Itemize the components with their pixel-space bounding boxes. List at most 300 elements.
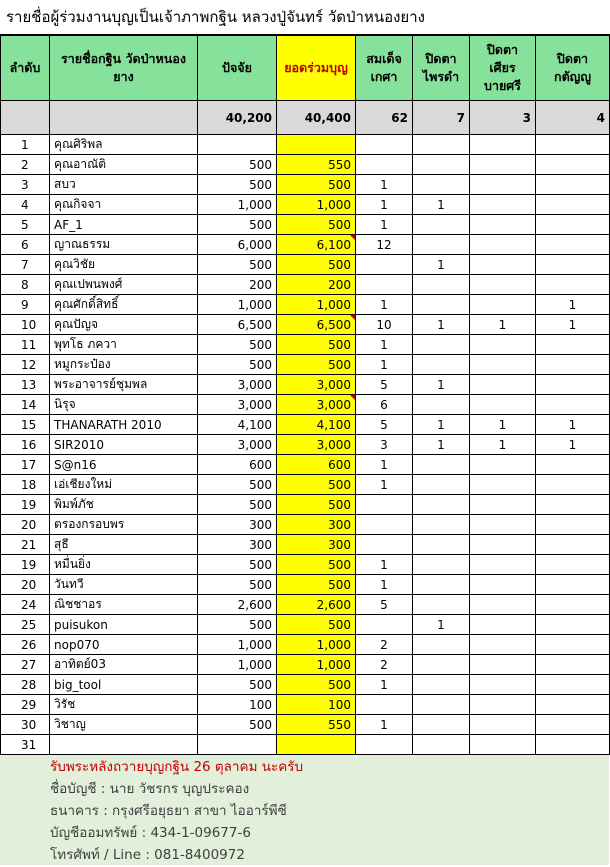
row-pidta-katanyu-cell[interactable] bbox=[536, 135, 610, 155]
table-row bbox=[1, 455, 610, 475]
row-pidta-phrai-cell[interactable] bbox=[413, 635, 470, 655]
row-name-cell[interactable]: วันทวี bbox=[50, 575, 198, 595]
row-pidta-phrai-cell[interactable] bbox=[413, 575, 470, 595]
row-index-cell[interactable]: 15 bbox=[1, 415, 50, 435]
row-somdet-cell[interactable]: 3 bbox=[356, 435, 413, 455]
row-pidta-sian-cell[interactable] bbox=[470, 535, 536, 555]
row-name-cell[interactable]: พระอาจารย์ชุมพล bbox=[50, 375, 198, 395]
row-total-cell[interactable] bbox=[277, 135, 356, 155]
row-index-cell[interactable]: 21 bbox=[1, 535, 50, 555]
row-paccai-cell[interactable] bbox=[198, 135, 277, 155]
row-name-cell[interactable]: คุณวิชัย bbox=[50, 255, 198, 275]
row-total-cell[interactable]: 550 bbox=[277, 715, 356, 735]
row-pidta-sian-cell[interactable] bbox=[470, 735, 536, 755]
row-name-cell[interactable]: สุธี bbox=[50, 535, 198, 555]
row-paccai-cell[interactable]: 300 bbox=[198, 515, 277, 535]
totals-pidta-sian[interactable]: 3 bbox=[470, 101, 536, 135]
row-name-cell[interactable]: พุทโธ ภควา bbox=[50, 335, 198, 355]
row-pidta-sian-cell[interactable] bbox=[470, 355, 536, 375]
row-index-cell[interactable]: 25 bbox=[1, 615, 50, 635]
row-somdet-cell[interactable] bbox=[356, 155, 413, 175]
row-paccai-cell[interactable]: 500 bbox=[198, 355, 277, 375]
row-name-cell[interactable]: คุณอาณัติ bbox=[50, 155, 198, 175]
row-paccai-cell[interactable]: 3,000 bbox=[198, 375, 277, 395]
row-paccai-cell[interactable]: 500 bbox=[198, 495, 277, 515]
row-pidta-phrai-cell[interactable]: 1 bbox=[413, 315, 470, 335]
row-total-cell[interactable]: 500 bbox=[277, 495, 356, 515]
row-pidta-phrai-cell[interactable] bbox=[413, 655, 470, 675]
table-row bbox=[1, 635, 610, 655]
footer-line-text: บัญชีออมทรัพย์ : 434-1-09677-6 bbox=[50, 825, 251, 841]
row-name-cell[interactable] bbox=[50, 735, 198, 755]
row-total-cell[interactable]: 550 bbox=[277, 155, 356, 175]
row-name-cell[interactable]: ญาณธรรม bbox=[50, 235, 198, 255]
row-pidta-sian-cell[interactable] bbox=[470, 555, 536, 575]
row-somdet-cell[interactable] bbox=[356, 735, 413, 755]
row-paccai-cell[interactable]: 500 bbox=[198, 475, 277, 495]
row-name-cell[interactable]: AF_1 bbox=[50, 215, 198, 235]
row-name-cell[interactable]: ณิชชาอร bbox=[50, 595, 198, 615]
row-total-cell[interactable]: 600 bbox=[277, 455, 356, 475]
sheet-title: รายชื่อผู้ร่วมงานบุญเป็นเจ้าภาพกฐิน หลวงปู่จันทร์ วัดป่าหนองยาง bbox=[0, 0, 610, 35]
row-pidta-katanyu-cell[interactable] bbox=[536, 215, 610, 235]
totals-total[interactable]: 40,400 bbox=[277, 101, 356, 135]
row-pidta-phrai-cell[interactable] bbox=[413, 395, 470, 415]
row-index-cell[interactable]: 11 bbox=[1, 335, 50, 355]
row-pidta-sian-cell[interactable] bbox=[470, 255, 536, 275]
row-pidta-phrai-cell[interactable]: 1 bbox=[413, 615, 470, 635]
row-name-cell[interactable]: คุณกิจจา bbox=[50, 195, 198, 215]
header-paccai[interactable]: ปัจจัย bbox=[198, 36, 277, 101]
row-total-cell[interactable]: 2,600 bbox=[277, 595, 356, 615]
table-row bbox=[1, 595, 610, 615]
row-total-cell[interactable]: 200 bbox=[277, 275, 356, 295]
row-pidta-sian-cell[interactable] bbox=[470, 135, 536, 155]
row-pidta-katanyu-cell[interactable] bbox=[536, 395, 610, 415]
row-name-cell[interactable]: คุณศักดิ์สิทธิ์ bbox=[50, 295, 198, 315]
row-pidta-sian-cell[interactable] bbox=[470, 635, 536, 655]
row-pidta-katanyu-cell[interactable] bbox=[536, 555, 610, 575]
row-somdet-cell[interactable]: 6 bbox=[356, 395, 413, 415]
row-index-cell[interactable]: 17 bbox=[1, 455, 50, 475]
row-pidta-katanyu-cell[interactable] bbox=[536, 335, 610, 355]
table-row bbox=[1, 395, 610, 415]
row-paccai-cell[interactable]: 200 bbox=[198, 275, 277, 295]
row-total-cell[interactable]: 500 bbox=[277, 255, 356, 275]
row-pidta-katanyu-cell[interactable] bbox=[536, 735, 610, 755]
row-pidta-phrai-cell[interactable] bbox=[413, 715, 470, 735]
row-total-cell[interactable]: 500 bbox=[277, 215, 356, 235]
row-paccai-cell[interactable]: 500 bbox=[198, 575, 277, 595]
row-pidta-phrai-cell[interactable] bbox=[413, 235, 470, 255]
row-somdet-cell[interactable] bbox=[356, 695, 413, 715]
row-somdet-cell[interactable]: 5 bbox=[356, 375, 413, 395]
row-pidta-phrai-cell[interactable] bbox=[413, 355, 470, 375]
row-paccai-cell[interactable]: 500 bbox=[198, 175, 277, 195]
row-total-cell[interactable]: 1,000 bbox=[277, 195, 356, 215]
row-pidta-katanyu-cell[interactable] bbox=[536, 495, 610, 515]
row-paccai-cell[interactable]: 100 bbox=[198, 695, 277, 715]
row-pidta-phrai-cell[interactable]: 1 bbox=[413, 435, 470, 455]
row-pidta-sian-cell[interactable] bbox=[470, 495, 536, 515]
row-pidta-phrai-cell[interactable] bbox=[413, 475, 470, 495]
row-pidta-sian-cell[interactable]: 1 bbox=[470, 435, 536, 455]
row-name-cell[interactable]: อาทิตย์03 bbox=[50, 655, 198, 675]
table-row bbox=[1, 415, 610, 435]
row-pidta-phrai-cell[interactable] bbox=[413, 155, 470, 175]
row-pidta-katanyu-cell[interactable]: 1 bbox=[536, 315, 610, 335]
header-row bbox=[1, 36, 610, 101]
row-pidta-sian-cell[interactable] bbox=[470, 195, 536, 215]
row-pidta-phrai-cell[interactable] bbox=[413, 275, 470, 295]
row-pidta-sian-cell[interactable] bbox=[470, 335, 536, 355]
row-index-cell[interactable]: 9 bbox=[1, 295, 50, 315]
row-index-cell[interactable]: 13 bbox=[1, 375, 50, 395]
row-name-cell[interactable]: puisukon bbox=[50, 615, 198, 635]
row-pidta-katanyu-cell[interactable] bbox=[536, 535, 610, 555]
row-pidta-katanyu-cell[interactable] bbox=[536, 595, 610, 615]
footer-line-text: ชื่อบัญชี : นาย วัชรกร บุญประคอง bbox=[50, 781, 250, 797]
row-paccai-cell[interactable]: 1,000 bbox=[198, 195, 277, 215]
row-pidta-katanyu-cell[interactable] bbox=[536, 655, 610, 675]
row-index-cell[interactable]: 20 bbox=[1, 575, 50, 595]
row-pidta-katanyu-cell[interactable] bbox=[536, 695, 610, 715]
table-row bbox=[1, 215, 610, 235]
row-pidta-phrai-cell[interactable] bbox=[413, 515, 470, 535]
row-index-cell[interactable]: 4 bbox=[1, 195, 50, 215]
table-row bbox=[1, 295, 610, 315]
row-somdet-cell[interactable]: 2 bbox=[356, 655, 413, 675]
row-index-cell[interactable]: 12 bbox=[1, 355, 50, 375]
row-total-cell[interactable]: 3,000 bbox=[277, 395, 356, 415]
row-pidta-katanyu-cell[interactable]: 1 bbox=[536, 295, 610, 315]
row-somdet-cell[interactable]: 10 bbox=[356, 315, 413, 335]
row-total-cell[interactable]: 500 bbox=[277, 675, 356, 695]
row-total-cell[interactable]: 500 bbox=[277, 175, 356, 195]
row-pidta-katanyu-cell[interactable] bbox=[536, 675, 610, 695]
row-index-cell[interactable]: 19 bbox=[1, 495, 50, 515]
row-total-cell[interactable]: 500 bbox=[277, 555, 356, 575]
row-index-cell[interactable]: 14 bbox=[1, 395, 50, 415]
row-name-cell[interactable]: big_tool bbox=[50, 675, 198, 695]
row-pidta-phrai-cell[interactable] bbox=[413, 295, 470, 315]
row-pidta-sian-cell[interactable] bbox=[470, 395, 536, 415]
row-index-cell[interactable]: 1 bbox=[1, 135, 50, 155]
row-pidta-sian-cell[interactable] bbox=[470, 295, 536, 315]
row-index-cell[interactable]: 26 bbox=[1, 635, 50, 655]
totals-index-cell[interactable] bbox=[1, 101, 50, 135]
row-paccai-cell[interactable]: 500 bbox=[198, 215, 277, 235]
table-row bbox=[1, 275, 610, 295]
row-somdet-cell[interactable] bbox=[356, 535, 413, 555]
table-row bbox=[1, 255, 610, 275]
row-pidta-sian-cell[interactable] bbox=[470, 215, 536, 235]
row-somdet-cell[interactable]: 1 bbox=[356, 195, 413, 215]
row-pidta-katanyu-cell[interactable] bbox=[536, 475, 610, 495]
totals-paccai[interactable]: 40,200 bbox=[198, 101, 277, 135]
row-pidta-phrai-cell[interactable]: 1 bbox=[413, 375, 470, 395]
row-pidta-sian-cell[interactable] bbox=[470, 515, 536, 535]
row-total-cell[interactable]: 4,100 bbox=[277, 415, 356, 435]
row-index-cell[interactable]: 16 bbox=[1, 435, 50, 455]
row-total-cell[interactable]: 6,100 bbox=[277, 235, 356, 255]
row-somdet-cell[interactable]: 1 bbox=[356, 215, 413, 235]
row-total-cell[interactable]: 500 bbox=[277, 615, 356, 635]
row-pidta-phrai-cell[interactable]: 1 bbox=[413, 255, 470, 275]
row-name-cell[interactable]: เอ่เชียงใหม่ bbox=[50, 475, 198, 495]
row-index-cell[interactable]: 2 bbox=[1, 155, 50, 175]
row-pidta-katanyu-cell[interactable] bbox=[536, 575, 610, 595]
table-row bbox=[1, 695, 610, 715]
row-paccai-cell[interactable]: 1,000 bbox=[198, 655, 277, 675]
row-pidta-sian-cell[interactable]: 1 bbox=[470, 415, 536, 435]
row-somdet-cell[interactable] bbox=[356, 495, 413, 515]
footer-line bbox=[0, 777, 609, 799]
row-index-cell[interactable]: 7 bbox=[1, 255, 50, 275]
row-somdet-cell[interactable]: 1 bbox=[356, 355, 413, 375]
row-somdet-cell[interactable]: 1 bbox=[356, 575, 413, 595]
row-index-cell[interactable]: 3 bbox=[1, 175, 50, 195]
totals-pidta-katanyu[interactable]: 4 bbox=[536, 101, 610, 135]
row-paccai-cell[interactable] bbox=[198, 735, 277, 755]
footer-line bbox=[0, 843, 609, 865]
row-paccai-cell[interactable]: 500 bbox=[198, 715, 277, 735]
row-pidta-sian-cell[interactable] bbox=[470, 275, 536, 295]
row-name-cell[interactable]: วิรัช bbox=[50, 695, 198, 715]
table-row bbox=[1, 715, 610, 735]
row-name-cell[interactable]: สบว bbox=[50, 175, 198, 195]
row-paccai-cell[interactable]: 500 bbox=[198, 615, 277, 635]
header-pidta-sian[interactable]: ปิดตาเศียรบายศรี bbox=[470, 36, 536, 101]
table-row bbox=[1, 535, 610, 555]
row-somdet-cell[interactable]: 1 bbox=[356, 295, 413, 315]
table-row bbox=[1, 235, 610, 255]
header-somdet[interactable]: สมเด็จเกศา bbox=[356, 36, 413, 101]
row-index-cell[interactable]: 19 bbox=[1, 555, 50, 575]
table-row bbox=[1, 575, 610, 595]
row-pidta-katanyu-cell[interactable] bbox=[536, 515, 610, 535]
row-pidta-phrai-cell[interactable] bbox=[413, 175, 470, 195]
row-pidta-sian-cell[interactable] bbox=[470, 375, 536, 395]
row-pidta-sian-cell[interactable] bbox=[470, 675, 536, 695]
totals-row bbox=[1, 101, 610, 135]
row-paccai-cell[interactable]: 500 bbox=[198, 255, 277, 275]
row-name-cell[interactable]: nop070 bbox=[50, 635, 198, 655]
row-pidta-katanyu-cell[interactable] bbox=[536, 715, 610, 735]
row-pidta-katanyu-cell[interactable] bbox=[536, 615, 610, 635]
row-paccai-cell[interactable]: 600 bbox=[198, 455, 277, 475]
row-pidta-sian-cell[interactable] bbox=[470, 615, 536, 635]
row-total-cell[interactable]: 3,000 bbox=[277, 435, 356, 455]
row-somdet-cell[interactable]: 5 bbox=[356, 595, 413, 615]
row-somdet-cell[interactable] bbox=[356, 255, 413, 275]
row-pidta-katanyu-cell[interactable] bbox=[536, 195, 610, 215]
row-pidta-phrai-cell[interactable] bbox=[413, 135, 470, 155]
row-paccai-cell[interactable]: 500 bbox=[198, 555, 277, 575]
row-somdet-cell[interactable] bbox=[356, 275, 413, 295]
row-pidta-sian-cell[interactable] bbox=[470, 595, 536, 615]
row-paccai-cell[interactable]: 500 bbox=[198, 675, 277, 695]
row-somdet-cell[interactable]: 1 bbox=[356, 175, 413, 195]
row-somdet-cell[interactable]: 1 bbox=[356, 715, 413, 735]
row-name-cell[interactable]: นิรุจ bbox=[50, 395, 198, 415]
row-pidta-katanyu-cell[interactable] bbox=[536, 235, 610, 255]
row-name-cell[interactable]: พิมพ์ภัช bbox=[50, 495, 198, 515]
row-pidta-phrai-cell[interactable] bbox=[413, 495, 470, 515]
row-total-cell[interactable]: 300 bbox=[277, 535, 356, 555]
row-paccai-cell[interactable]: 500 bbox=[198, 335, 277, 355]
row-name-cell[interactable]: หมื่นยิ่ง bbox=[50, 555, 198, 575]
row-somdet-cell[interactable] bbox=[356, 135, 413, 155]
row-total-cell[interactable]: 100 bbox=[277, 695, 356, 715]
row-index-cell[interactable]: 30 bbox=[1, 715, 50, 735]
row-index-cell[interactable]: 24 bbox=[1, 595, 50, 615]
row-total-cell[interactable]: 6,500 bbox=[277, 315, 356, 335]
footer-line-text: ธนาคาร : กรุงศรีอยุธยา สาขา ไออาร์พีซี bbox=[50, 803, 287, 819]
row-paccai-cell[interactable]: 3,000 bbox=[198, 435, 277, 455]
row-pidta-sian-cell[interactable] bbox=[470, 475, 536, 495]
row-pidta-katanyu-cell[interactable] bbox=[536, 275, 610, 295]
row-pidta-sian-cell[interactable] bbox=[470, 715, 536, 735]
header-pidta-katanyu[interactable]: ปิดตากตัญญู bbox=[536, 36, 610, 101]
row-index-cell[interactable]: 29 bbox=[1, 695, 50, 715]
row-index-cell[interactable]: 8 bbox=[1, 275, 50, 295]
row-pidta-sian-cell[interactable] bbox=[470, 235, 536, 255]
row-pidta-phrai-cell[interactable]: 1 bbox=[413, 195, 470, 215]
row-name-cell[interactable]: THANARATH 2010 bbox=[50, 415, 198, 435]
row-pidta-katanyu-cell[interactable] bbox=[536, 375, 610, 395]
row-pidta-katanyu-cell[interactable]: 1 bbox=[536, 415, 610, 435]
row-pidta-phrai-cell[interactable] bbox=[413, 695, 470, 715]
row-somdet-cell[interactable]: 2 bbox=[356, 635, 413, 655]
row-paccai-cell[interactable]: 1,000 bbox=[198, 635, 277, 655]
row-index-cell[interactable]: 31 bbox=[1, 735, 50, 755]
row-pidta-katanyu-cell[interactable]: 1 bbox=[536, 435, 610, 455]
row-somdet-cell[interactable] bbox=[356, 615, 413, 635]
row-total-cell[interactable]: 500 bbox=[277, 475, 356, 495]
row-total-cell[interactable]: 500 bbox=[277, 355, 356, 375]
row-name-cell[interactable]: คุณปัญจ bbox=[50, 315, 198, 335]
row-paccai-cell[interactable]: 6,500 bbox=[198, 315, 277, 335]
row-pidta-katanyu-cell[interactable] bbox=[536, 635, 610, 655]
row-index-cell[interactable]: 18 bbox=[1, 475, 50, 495]
row-index-cell[interactable]: 28 bbox=[1, 675, 50, 695]
row-paccai-cell[interactable]: 6,000 bbox=[198, 235, 277, 255]
row-name-cell[interactable]: คุณเปพนพงศ์ bbox=[50, 275, 198, 295]
table-row bbox=[1, 155, 610, 175]
row-total-cell[interactable]: 500 bbox=[277, 575, 356, 595]
row-pidta-phrai-cell[interactable] bbox=[413, 215, 470, 235]
table-row bbox=[1, 315, 610, 335]
row-index-cell[interactable]: 20 bbox=[1, 515, 50, 535]
row-pidta-phrai-cell[interactable] bbox=[413, 455, 470, 475]
header-index[interactable]: ลำดับ bbox=[1, 36, 50, 101]
row-total-cell[interactable]: 1,000 bbox=[277, 655, 356, 675]
row-total-cell[interactable]: 3,000 bbox=[277, 375, 356, 395]
header-total[interactable]: ยอดร่วมบุญ bbox=[277, 36, 356, 101]
row-paccai-cell[interactable]: 500 bbox=[198, 155, 277, 175]
table-row bbox=[1, 675, 610, 695]
row-total-cell[interactable]: 1,000 bbox=[277, 295, 356, 315]
table-row bbox=[1, 655, 610, 675]
row-total-cell[interactable]: 500 bbox=[277, 335, 356, 355]
table-row bbox=[1, 335, 610, 355]
row-total-cell[interactable] bbox=[277, 735, 356, 755]
donor-table bbox=[0, 35, 610, 755]
footer-notes bbox=[0, 755, 609, 865]
row-pidta-sian-cell[interactable] bbox=[470, 175, 536, 195]
row-pidta-katanyu-cell[interactable] bbox=[536, 255, 610, 275]
row-somdet-cell[interactable]: 1 bbox=[356, 555, 413, 575]
row-name-cell[interactable]: หมูกระป๋อง bbox=[50, 355, 198, 375]
totals-pidta-phrai[interactable]: 7 bbox=[413, 101, 470, 135]
row-pidta-phrai-cell[interactable] bbox=[413, 335, 470, 355]
table-row bbox=[1, 735, 610, 755]
row-index-cell[interactable]: 10 bbox=[1, 315, 50, 335]
row-pidta-katanyu-cell[interactable] bbox=[536, 155, 610, 175]
footer-line bbox=[0, 799, 609, 821]
row-somdet-cell[interactable]: 1 bbox=[356, 675, 413, 695]
row-paccai-cell[interactable]: 1,000 bbox=[198, 295, 277, 315]
row-pidta-sian-cell[interactable] bbox=[470, 655, 536, 675]
row-name-cell[interactable]: ตรองกรอบพร bbox=[50, 515, 198, 535]
table-row bbox=[1, 495, 610, 515]
row-total-cell[interactable]: 1,000 bbox=[277, 635, 356, 655]
row-pidta-katanyu-cell[interactable] bbox=[536, 455, 610, 475]
table-row bbox=[1, 475, 610, 495]
row-paccai-cell[interactable]: 300 bbox=[198, 535, 277, 555]
row-somdet-cell[interactable]: 5 bbox=[356, 415, 413, 435]
header-pidta-phrai[interactable]: ปิดตาไพรดำ bbox=[413, 36, 470, 101]
row-pidta-phrai-cell[interactable] bbox=[413, 735, 470, 755]
table-row bbox=[1, 435, 610, 455]
row-index-cell[interactable]: 5 bbox=[1, 215, 50, 235]
row-paccai-cell[interactable]: 4,100 bbox=[198, 415, 277, 435]
row-pidta-sian-cell[interactable] bbox=[470, 695, 536, 715]
row-pidta-katanyu-cell[interactable] bbox=[536, 175, 610, 195]
row-name-cell[interactable]: SIR2010 bbox=[50, 435, 198, 455]
row-pidta-phrai-cell[interactable] bbox=[413, 595, 470, 615]
totals-name-cell[interactable] bbox=[50, 101, 198, 135]
row-somdet-cell[interactable] bbox=[356, 515, 413, 535]
row-name-cell[interactable]: คุณศิริพล bbox=[50, 135, 198, 155]
row-somdet-cell[interactable]: 1 bbox=[356, 455, 413, 475]
row-pidta-sian-cell[interactable]: 1 bbox=[470, 315, 536, 335]
row-total-cell[interactable]: 300 bbox=[277, 515, 356, 535]
row-pidta-phrai-cell[interactable] bbox=[413, 675, 470, 695]
row-somdet-cell[interactable]: 1 bbox=[356, 475, 413, 495]
row-pidta-phrai-cell[interactable] bbox=[413, 555, 470, 575]
table-row bbox=[1, 615, 610, 635]
row-pidta-phrai-cell[interactable]: 1 bbox=[413, 415, 470, 435]
header-name[interactable]: รายชื่อกฐิน วัดป่าหนองยาง bbox=[50, 36, 198, 101]
row-pidta-phrai-cell[interactable] bbox=[413, 535, 470, 555]
row-pidta-sian-cell[interactable] bbox=[470, 155, 536, 175]
table-row bbox=[1, 135, 610, 155]
row-somdet-cell[interactable]: 12 bbox=[356, 235, 413, 255]
row-pidta-sian-cell[interactable] bbox=[470, 455, 536, 475]
row-pidta-katanyu-cell[interactable] bbox=[536, 355, 610, 375]
totals-somdet[interactable]: 62 bbox=[356, 101, 413, 135]
row-pidta-sian-cell[interactable] bbox=[470, 575, 536, 595]
row-name-cell[interactable]: S@n16 bbox=[50, 455, 198, 475]
row-somdet-cell[interactable]: 1 bbox=[356, 335, 413, 355]
row-index-cell[interactable]: 27 bbox=[1, 655, 50, 675]
row-paccai-cell[interactable]: 2,600 bbox=[198, 595, 277, 615]
row-name-cell[interactable]: วิชาญ bbox=[50, 715, 198, 735]
row-index-cell[interactable]: 6 bbox=[1, 235, 50, 255]
row-paccai-cell[interactable]: 3,000 bbox=[198, 395, 277, 415]
